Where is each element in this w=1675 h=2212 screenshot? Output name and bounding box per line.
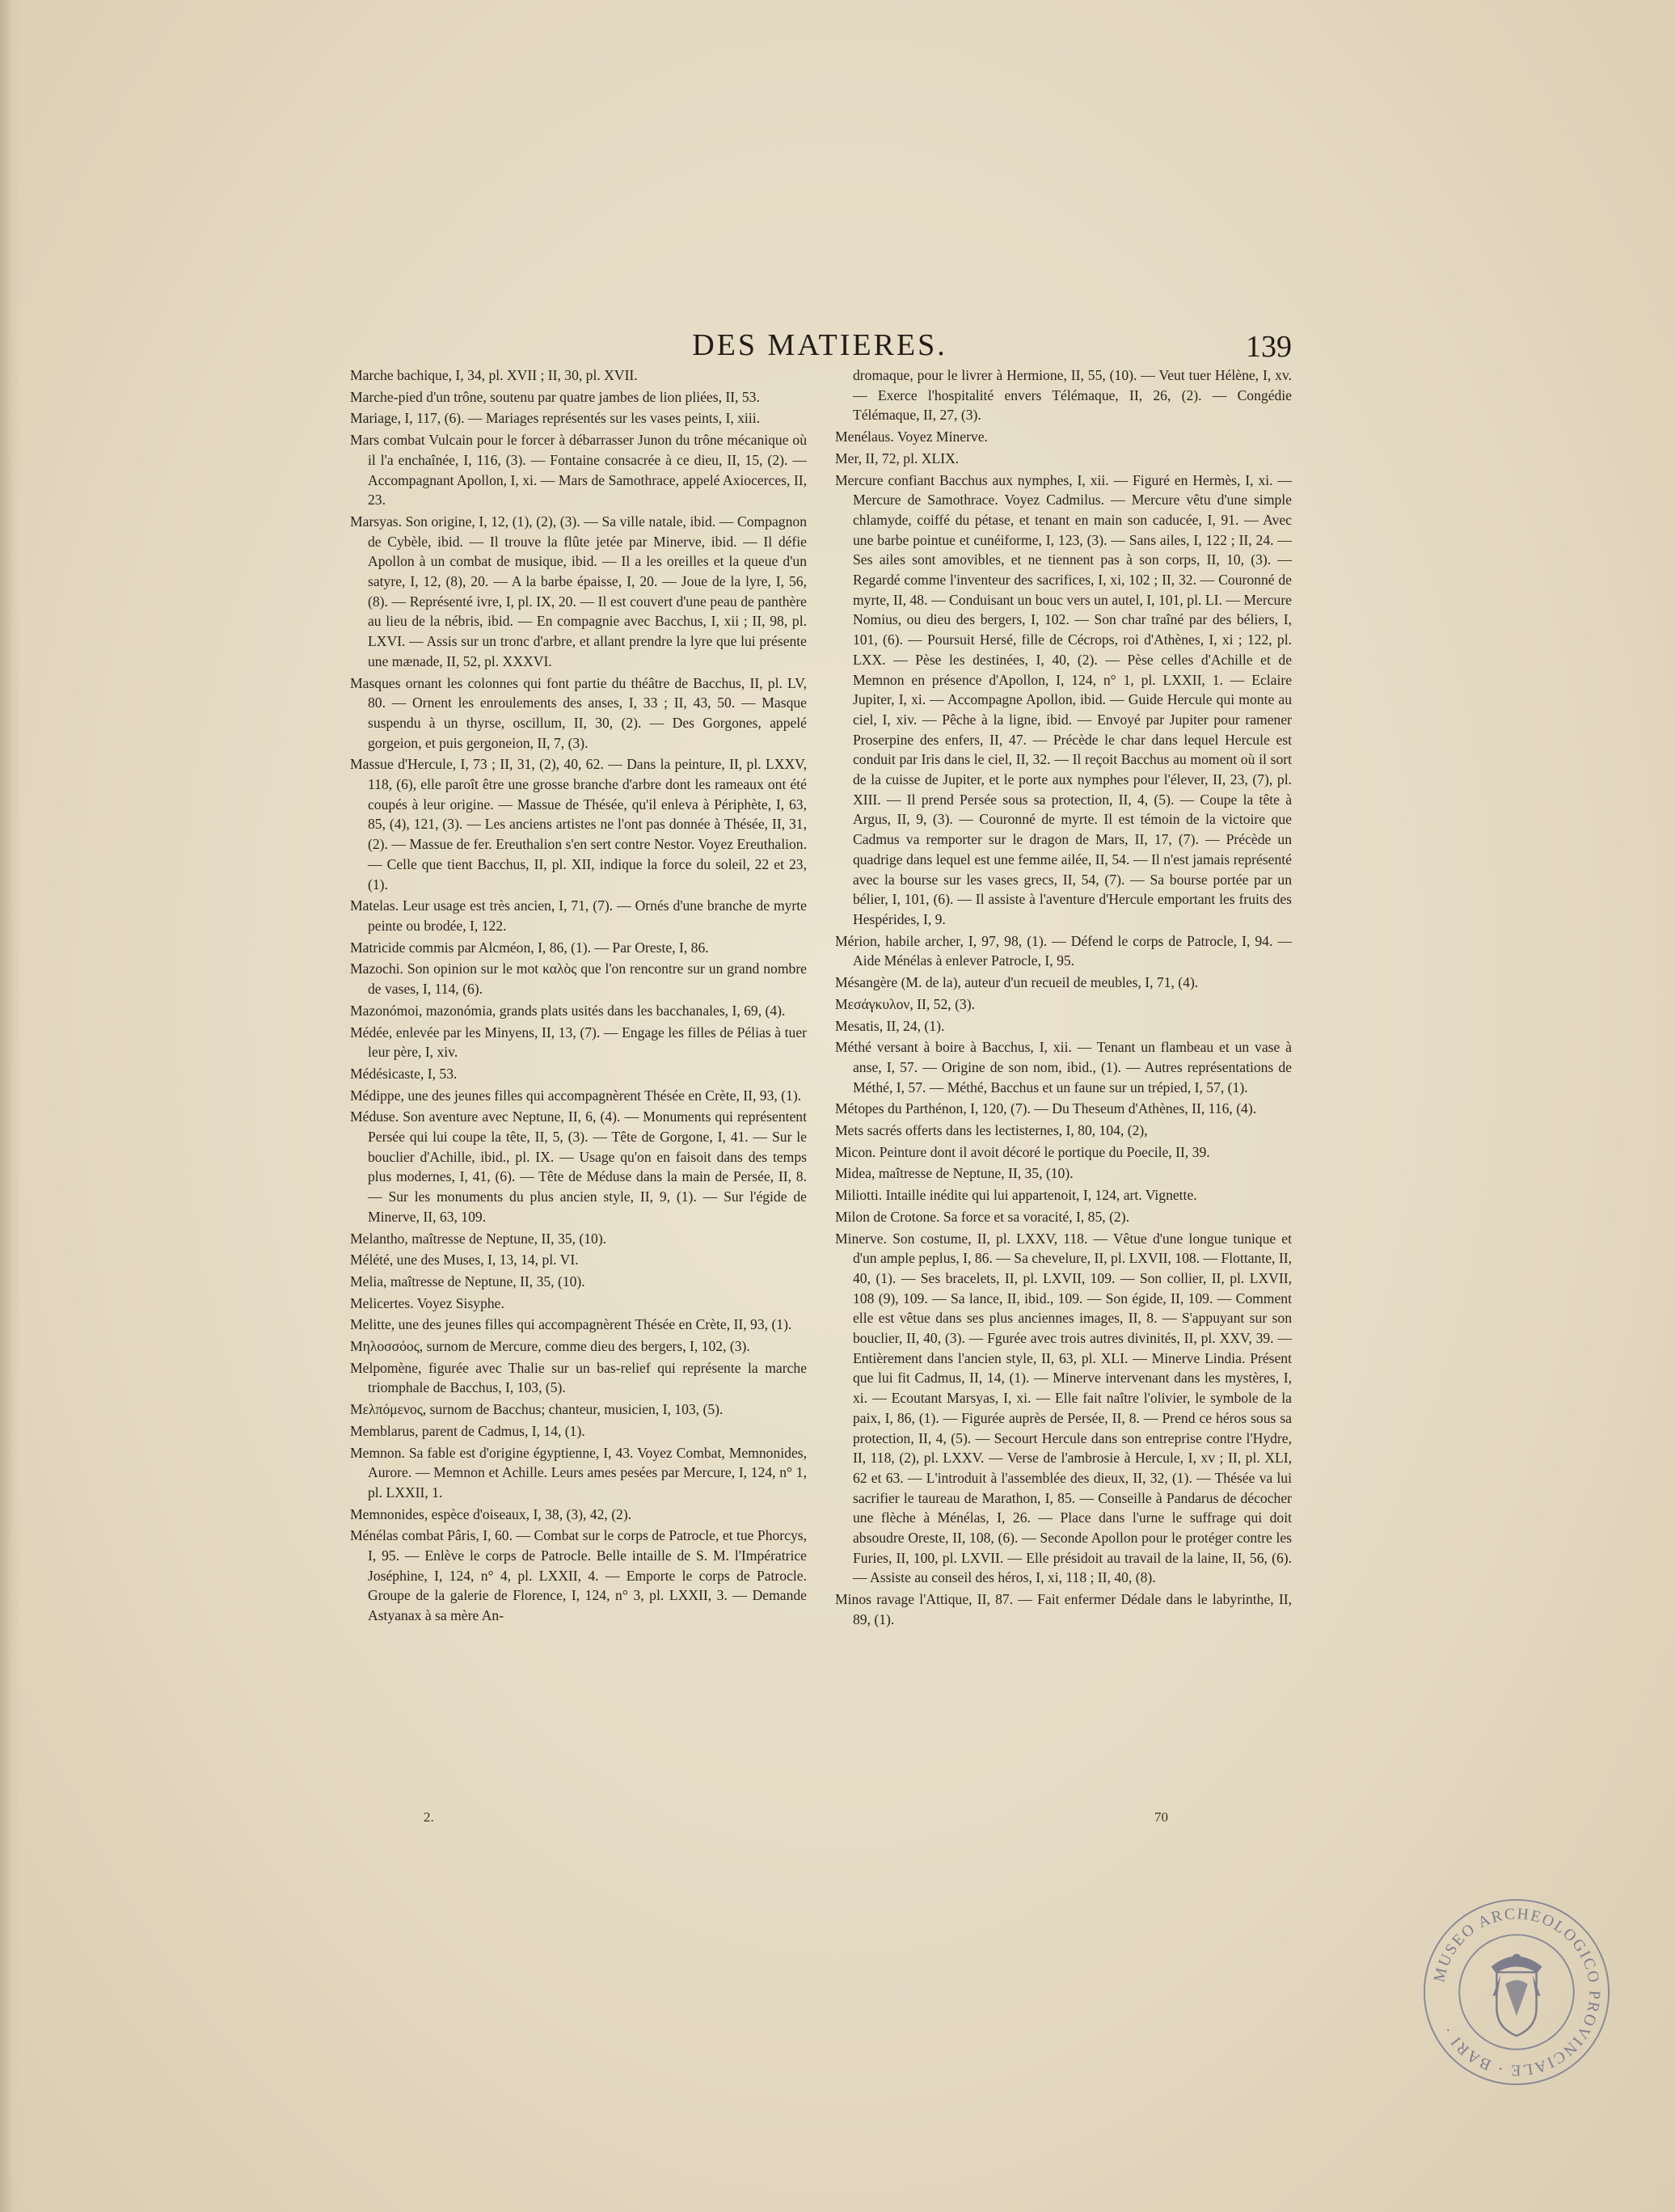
index-entry: Melantho, maîtresse de Neptune, II, 35, (10).	[350, 1230, 607, 1247]
index-entry: Médippe, une des jeunes filles qui accompagnèrent Thésée en Crète, II, 93, (1).	[350, 1087, 802, 1104]
index-entry: Melpomène, figurée avec Thalie sur un bas-relief qui représente la marche triomphale de Bacchus, I, 103, (5).	[350, 1359, 807, 1396]
index-entry: Memnonides, espèce d'oiseaux, I, 38, (3), 42, (2).	[350, 1505, 632, 1522]
index-column-left	[350, 365, 807, 1627]
index-entry-continued: dromaque, pour le livrer à Hermione, II, 55, (10). — Veut tuer Hélène, I, xv. — Exerce l'hospitalité envers Télémaque, II, 26, (2). — Congédie Télémaque, II, 27, (3).	[853, 367, 1292, 424]
page-number: 139	[1246, 330, 1292, 364]
index-entry: Mazonómoi, mazonómia, grands plats usités dans les bacchanales, I, 69, (4).	[350, 1002, 786, 1019]
index-entry: Massue d'Hercule, I, 73 ; II, 31, (2), 40, 62. — Dans la peinture, II, pl. LXXV, 118, (6), elle paroît être une grosse branche d'arbre dont les rameaux ont été coupés à leur origine. — Massue de Thésée, qu'il enleva à Périphète, I, 63, 85, (4), 121, (3). — Les anciens artistes ne l'ont pas donnée à Thésée, II, 31, (2). — Massue de fer. Ereuthalion s'en sert contre Nestor. Voyez Ereuthalion. — Celle que tient Bacchus, II, pl. XII, indique la force du soleil, 22 et 23, (1).	[350, 756, 807, 893]
index-entry: Méthé versant à boire à Bacchus, I, xii. — Tenant un flambeau et un vase à anse, I, 57. — Origine de son nom, ibid., (1). — Autres représentations de Méthé, I, 57. — Méthé, Bacchus et un faune sur un trépied, I, 57, (1).	[835, 1039, 1292, 1095]
index-entry: Menélaus. Voyez Minerve.	[835, 428, 988, 445]
index-entry: Melicertes. Voyez Sisyphe.	[350, 1294, 504, 1311]
index-entry: Mars combat Vulcain pour le forcer à débarrasser Junon du trône mécanique où il l'a enchaînée, I, 116, (3). — Fontaine consacrée à ce dieu, II, 15, (2). — Accompagnant Apollon, I, xi. — Mars de Samothrace, appelé Axiocerces, II, 23.	[350, 432, 807, 509]
signature-mark: 70	[1154, 1809, 1168, 1825]
index-entry: Métopes du Parthénon, I, 120, (7). — Du Theseum d'Athènes, II, 116, (4).	[835, 1100, 1257, 1117]
index-entry: Médée, enlevée par les Minyens, II, 13, (7). — Engage les filles de Pélias à tuer leur père, I, xiv.	[350, 1024, 807, 1061]
index-entry: Masques ornant les colonnes qui font partie du théâtre de Bacchus, II, pl. LV, 80. — Ornent les enroulements des anses, I, 33 ; II, 43, 50. — Masque suspendu à un thyrse, oscillum, II, 30, (2). — Des Gorgones, appelé gorgeion, et puis gergoneion, II, 7, (3).	[350, 674, 807, 751]
index-entry: Mer, II, 72, pl. XLIX.	[835, 450, 960, 466]
index-entry: Memnon. Sa fable est d'origine égyptienne, I, 43. Voyez Combat, Memnonides, Aurore. — Memnon et Achille. Leurs ames pesées par Mercure, I, 124, n° 1, pl. LXXII, 1.	[350, 1444, 807, 1501]
index-entry: Mélété, une des Muses, I, 13, 14, pl. VI.	[350, 1252, 579, 1269]
index-entry: Miliotti. Intaille inédite qui lui appartenoit, I, 124, art. Vignette.	[835, 1187, 1197, 1204]
index-entry: Médésicaste, I, 53.	[350, 1065, 458, 1082]
page-gutter-shadow	[0, 0, 21, 2212]
signature-mark: 2.	[424, 1809, 434, 1825]
index-entry: Mérion, habile archer, I, 97, 98, (1). — Défend le corps de Patrocle, I, 94. — Aide Ménélas à enlever Patrocle, I, 95.	[835, 932, 1292, 969]
index-entry: Melitte, une des jeunes filles qui accompagnèrent Thésée en Crète, II, 93, (1).	[350, 1316, 792, 1333]
index-entry: Milon de Crotone. Sa force et sa voracité, I, 85, (2).	[835, 1208, 1129, 1225]
index-entry: Marche bachique, I, 34, pl. XVII ; II, 30, pl. XVII.	[350, 367, 638, 383]
museum-stamp	[1421, 1897, 1612, 2087]
index-entry: Micon. Peinture dont il avoit décoré le portique du Poecile, II, 39.	[835, 1143, 1210, 1160]
index-entry: Mercure confiant Bacchus aux nymphes, I, xii. — Figuré en Hermès, I, xi. — Mercure de Samothrace. Voyez Cadmilus. — Mercure vêtu d'une simple chlamyde, coiffé du pétase, et tenant en main son caducée, I, 91. — Avec une barbe pointue et cunéiforme, I, 123, (3). — Sans ailes, I, 122 ; II, 24. — Ses ailes sont amovibles, et ne tiennent pas à son corps, II, 10, (3). — Regardé comme l'inventeur des sacrifices, I, xi, 102 ; II, 32. — Couronné de myrte, II, 48. — Conduisant un bouc vers un autel, I, 101, pl. LI. — Mercure Nomius, ou dieu des bergers, I, 102. — Son char traîné par des béliers, I, 101, (6). — Poursuit Hersé, fille de Cécrops, roi d'Athènes, I, xi ; 122, pl. LXX. — Pèse les destinées, I, 40, (2). — Pèse celles d'Achille et de Memnon en présence d'Apollon, I, 124, n° 1, pl. LXXII, 1. — Eclaire Jupiter, I, xi. — Accompagne Apollon, ibid. — Guide Hercule qui monte au ciel, I, xiv. — Pêche à la ligne, ibid. — Envoyé par Jupiter pour ramener Proserpine des enfers, II, 47. — Précède le char dans lequel Hercule est conduit par Iris dans le ciel, II, 32. — Il reçoit Bacchus au moment où il sort de la cuisse de Jupiter, et le porte aux nymphes pour l'élever, II, 23, (7), pl. XIII. — Il prend Persée sous sa protection, II, 4, (5). — Coupe la tête à Argus, II, 9, (3). — Couronné de myrte. Il est témoin de la victoire que Cadmus va remporter sur le dragon de Mars, II, 17, (7). — Précède un quadrige dans lequel est une femme ailée, II, 54. — Il n'est jamais représenté avec la bourse sur les vases grecs, II, 54, (7). — Sa bourse portée par un bélier, I, 101, (6). — Il assiste à l'aventure d'Hercule emportant les fruits des Hespérides, I, 9.	[835, 471, 1292, 927]
index-entry: Ménélas combat Pâris, I, 60. — Combat sur le corps de Patrocle, et tue Phorcys, I, 95. — Enlève le corps de Patrocle. Belle intaille de S. M. l'Impératrice Joséphine, I, 124, n° 4, pl. LXXII, 4. — Emporte le corps de Patrocle. Groupe de la galerie de Florence, I, 124, n° 3, pl. LXXII, 3. — Demande Astyanax à sa mère An-	[350, 1527, 807, 1624]
index-entry: Μεσάγκυλον, II, 52, (3).	[835, 995, 975, 1012]
index-entry: Minerve. Son costume, II, pl. LXXV, 118. — Vêtue d'une longue tunique et d'un ample peplus, I, 86. — Sa chevelure, II, pl. LXVII, 108. — Flottante, II, 40, (1). — Ses bracelets, II, pl. LXVII, 109. — Son collier, II, pl. LXVII, 108 (9), 109. — Sa lance, II, ibid., 109. — Son égide, II, 109. — Comment elle est vêtue dans ses plus anciennes images, II, 8. — S'appuyant sur son bouclier, II, 40, (3). — Fgurée avec trois autres divinités, II, pl. XXV, 39. — Entièrement dans l'ancien style, II, 63, pl. XLI. — Minerve Lindia. Présent que lui fit Cadmus, II, 14, (1). — Minerve intervenant dans les mystères, I, xi. — Ecoutant Marsyas, I, xi. — Elle fait naître l'olivier, le symbole de la paix, I, 86, (1). — Figurée auprès de Persée, II, 8. — Prend ce héros sous sa protection, II, 4, (5). — Secourt Hercule dans son entreprise contre l'Hydre, II, 118, (2), pl. LXXV. — Verse de l'ambrosie à Hercule, I, xv ; II, pl. XLI, 62 et 63. — L'introduit à l'assemblée des dieux, II, 32, (1). — Thésée va lui sacrifier le taureau de Marathon, I, 85. — Conseille à Pandarus de décocher une flèche à Ménélas, I, 26. — Place dans l'urne le suffrage qui doit absoudre Oreste, II, 108, (6). — Seconde Apollon pour le protéger contre les Furies, II, 100, pl. LXVII. — Elle présidoit au travail de la laine, II, 56, (6). — Assiste au conseil des héros, I, xi, 118 ; II, 40, (8).	[835, 1230, 1292, 1586]
index-entry: Mesatis, II, 24, (1).	[835, 1017, 945, 1034]
index-entry: Μηλοσσόος, surnom de Mercure, comme dieu des bergers, I, 102, (3).	[350, 1338, 750, 1355]
index-entry: Marsyas. Son origine, I, 12, (1), (2), (3). — Sa ville natale, ibid. — Compagnon de Cybèle, ibid. — Il trouve la flûte jetée par Minerve, ibid. — Il défie Apollon à un combat de musique, ibid. — Il a les oreilles et la queue d'un satyre, I, 12, (8), 20. — A la barbe épaisse, I, 20. — Joue de la lyre, I, 56, (8). — Représenté ivre, I, pl. IX, 20. — Il est couvert d'une peau de panthère au lieu de la nébris, ibid. — En compagnie avec Bacchus, I, xii ; II, 98, pl. LXVI. — Assis sur un tronc d'arbre, et allant prendre la lyre que lui présente une mænade, II, 52, pl. XXXVI.	[350, 513, 807, 669]
index-entry: Mets sacrés offerts dans les lectisternes, I, 80, 104, (2),	[835, 1122, 1148, 1139]
page-header	[348, 327, 1292, 368]
index-entry: Memblarus, parent de Cadmus, I, 14, (1).	[350, 1422, 585, 1439]
index-entry: Μελπόμενος, surnom de Bacchus; chanteur, musicien, I, 103, (5).	[350, 1401, 724, 1418]
index-entry: Minos ravage l'Attique, II, 87. — Fait enfermer Dédale dans le labyrinthe, II, 89, (1).	[835, 1591, 1292, 1627]
index-column-right	[835, 365, 1292, 1632]
running-title: DES MATIERES.	[692, 328, 947, 362]
index-entry: Melia, maîtresse de Neptune, II, 35, (10).	[350, 1273, 585, 1290]
index-entry: Marche-pied d'un trône, soutenu par quatre jambes de lion pliées, II, 53.	[350, 388, 760, 405]
index-entry: Matelas. Leur usage est très ancien, I, 71, (7). — Ornés d'une branche de myrte peinte ou brodée, I, 122.	[350, 897, 807, 934]
coat-of-arms-icon	[1491, 1954, 1542, 2036]
svg-text:MUSEO ARCHEOLOGICO PROVINCIALE: MUSEO ARCHEOLOGICO PROVINCIALE · BARI ·	[1430, 1905, 1604, 2079]
index-entry: Mazochi. Son opinion sur le mot καλὸς que l'on rencontre sur un grand nombre de vases, I, 114, (6).	[350, 960, 807, 998]
index-entry: Mariage, I, 117, (6). — Mariages représentés sur les vases peints, I, xiii.	[350, 410, 760, 427]
index-entry: Méduse. Son aventure avec Neptune, II, 6, (4). — Monuments qui représentent Persée qui lui coupe la tête, II, 5, (3). — Tête de Gorgone, I, 41. — Sur le bouclier d'Achille, ibid., pl. IX. — Usage qu'on en faisoit dans des temps plus modernes, I, 41, (6). — Tête de Méduse dans la main de Persée, II, 8. — Sur les monuments du plus ancien style, II, 9, (1). — Sur l'égide de Minerve, II, 63, 109.	[350, 1108, 807, 1225]
index-entry: Mésangère (M. de la), auteur d'un recueil de meubles, I, 71, (4).	[835, 974, 1199, 991]
index-entry: Matricide commis par Alcméon, I, 86, (1). — Par Oreste, I, 86.	[350, 939, 709, 956]
index-entry: Midea, maîtresse de Neptune, II, 35, (10).	[835, 1165, 1074, 1182]
